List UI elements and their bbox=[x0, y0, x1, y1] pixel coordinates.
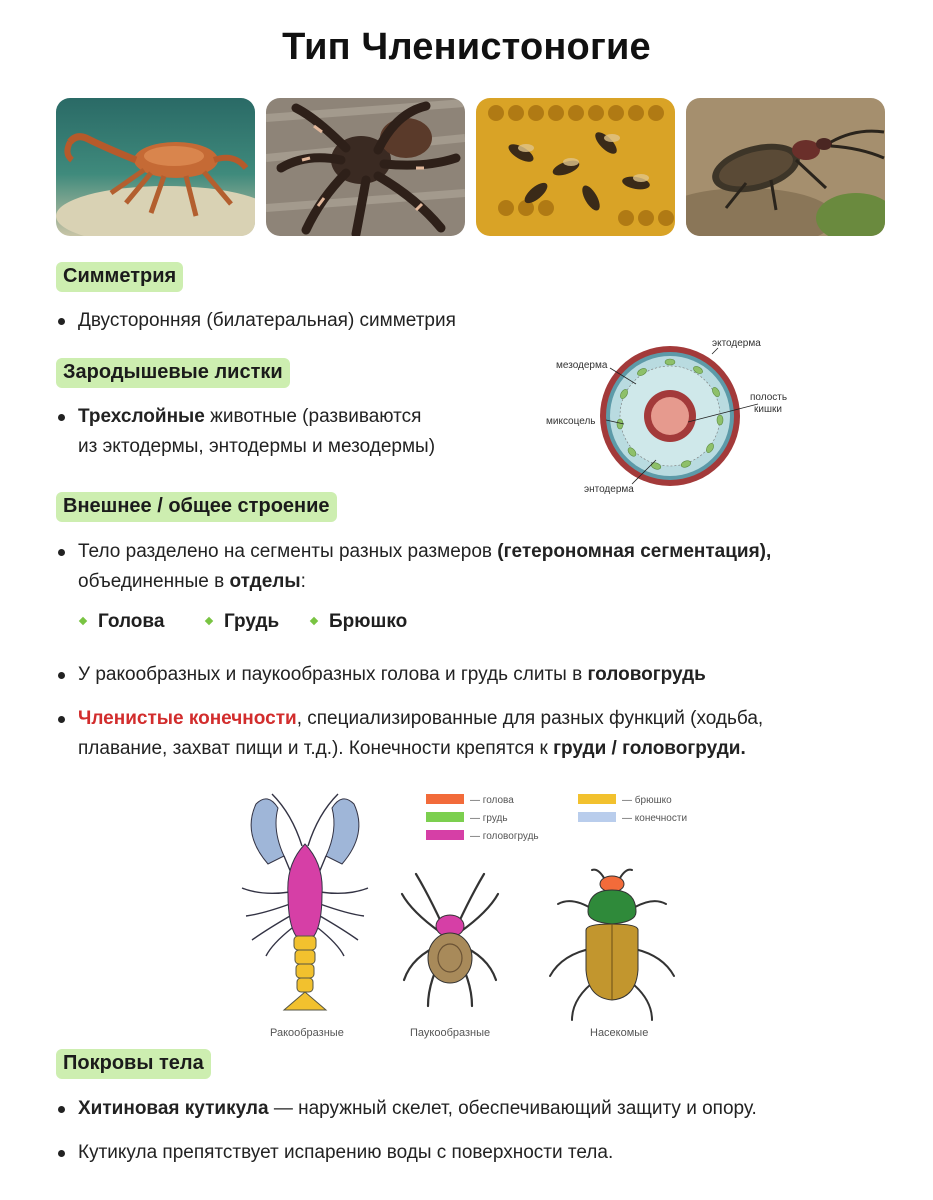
integument-heading: Покровы тела bbox=[56, 1049, 211, 1079]
integument-line2: Кутикула препятствует испарению воды с поверхности тела. bbox=[78, 1142, 614, 1163]
limbs-text-b: плавание, захват пищи и т.д.). Конечности крепятся к bbox=[78, 738, 554, 759]
legend-label-thorax: — грудь bbox=[470, 813, 508, 824]
structure-text-b: (гетерономная сегментация), bbox=[497, 541, 772, 562]
legend bbox=[426, 794, 687, 842]
limbs-text-a: , специализированные для разных функций (ходьба, bbox=[296, 708, 764, 729]
entoderm-label: энтодерма bbox=[584, 484, 634, 495]
section-label: Голова bbox=[98, 611, 165, 632]
mesoderm-label: мезодерма bbox=[556, 360, 608, 371]
cephalothorax-text bbox=[78, 660, 706, 690]
bullet-icon bbox=[58, 414, 65, 421]
legend-label-limbs: — конечности bbox=[622, 813, 688, 824]
bullet-icon bbox=[58, 672, 65, 679]
page-title: Тип Членистоногие bbox=[282, 26, 651, 68]
section-label: Брюшко bbox=[329, 611, 408, 632]
structure-text-d: отделы bbox=[229, 571, 301, 592]
section-item bbox=[206, 611, 279, 633]
symmetry-heading: Симметрия bbox=[56, 262, 183, 292]
body-plan-diagram bbox=[232, 784, 702, 1046]
bees-photo-icon bbox=[476, 98, 675, 236]
caption-insect: Насекомые bbox=[590, 1027, 649, 1039]
crab-photo-icon bbox=[56, 98, 255, 236]
structure-line2 bbox=[78, 567, 306, 597]
structure-text-e: : bbox=[300, 571, 306, 592]
legend-swatch-cephalothorax bbox=[426, 830, 464, 840]
crayfish-icon bbox=[242, 794, 368, 1039]
symmetry-text: Двусторонняя (билатеральная) симметрия bbox=[78, 310, 456, 331]
cavity-label-2: кишки bbox=[754, 404, 782, 415]
section-item bbox=[311, 611, 407, 633]
limbs-red-text: Членистые конечности bbox=[78, 708, 297, 729]
legend-swatch-thorax bbox=[426, 812, 464, 822]
legend-swatch-limbs bbox=[578, 812, 616, 822]
legend-label-abdomen: — брюшко bbox=[622, 795, 672, 806]
section-label: Грудь bbox=[224, 611, 280, 632]
legend-label-head: — голова bbox=[470, 795, 514, 806]
cephalothorax-text-b: головогрудь bbox=[587, 664, 706, 685]
legend-swatch-head bbox=[426, 794, 464, 804]
ectoderm-label: эктодерма bbox=[712, 338, 761, 349]
integument-line1 bbox=[78, 1094, 757, 1124]
legend-swatch-abdomen bbox=[578, 794, 616, 804]
cephalothorax-text-a: У ракообразных и паукообразных голова и грудь слиты в bbox=[78, 664, 588, 685]
germ-layers-diagram bbox=[540, 332, 800, 500]
germ-layers-rest: животные (развиваются bbox=[204, 406, 422, 427]
diamond-icon bbox=[205, 617, 213, 625]
spider-icon bbox=[402, 874, 498, 1039]
section-item bbox=[80, 611, 164, 633]
beetle-icon bbox=[550, 870, 674, 1039]
structure-text-a: Тело разделено на сегменты разных размеров bbox=[78, 541, 498, 562]
germ-layers-line1 bbox=[78, 402, 421, 432]
limbs-line2 bbox=[78, 734, 746, 764]
beetle-photo-icon bbox=[686, 98, 885, 236]
spider-photo-icon bbox=[266, 98, 465, 236]
bullet-icon bbox=[58, 549, 65, 556]
germ-layers-heading: Зародышевые листки bbox=[56, 358, 290, 388]
cavity-label-1: полость bbox=[750, 392, 788, 403]
caption-crustacean: Ракообразные bbox=[270, 1027, 344, 1039]
germ-layers-bold: Трехслойные bbox=[78, 406, 205, 427]
mixocoel-label: миксоцель bbox=[546, 416, 596, 427]
integument-rest: — наружный скелет, обеспечивающий защиту и опору. bbox=[268, 1098, 757, 1119]
bullet-icon bbox=[58, 716, 65, 723]
structure-heading: Внешнее / общее строение bbox=[56, 492, 337, 522]
limbs-text-c: груди / головогруди. bbox=[553, 738, 746, 759]
bullet-icon bbox=[58, 1106, 65, 1113]
integument-bold: Хитиновая кутикула bbox=[78, 1098, 269, 1119]
gut-cavity bbox=[651, 397, 689, 435]
diamond-icon bbox=[79, 617, 87, 625]
caption-arachnid: Паукообразные bbox=[410, 1027, 491, 1039]
bullet-icon bbox=[58, 1150, 65, 1157]
germ-layers-line2: из эктодермы, энтодермы и мезодермы) bbox=[78, 436, 436, 457]
photo-strip bbox=[56, 98, 886, 236]
limbs-line1 bbox=[78, 704, 763, 734]
structure-text-c: объединенные в bbox=[78, 571, 230, 592]
legend-label-cephalothorax: — головогрудь bbox=[470, 831, 539, 842]
structure-line1 bbox=[78, 537, 771, 567]
diamond-icon bbox=[310, 617, 318, 625]
bullet-icon bbox=[58, 318, 65, 325]
